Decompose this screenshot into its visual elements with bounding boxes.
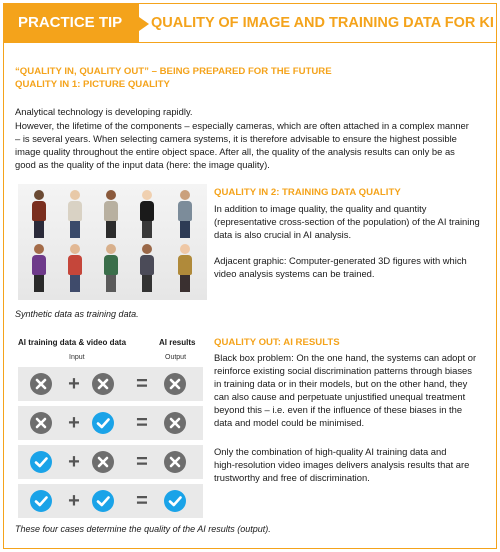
paragraph-line: Only the combination of high-quality AI training data and	[214, 446, 447, 457]
check-circle-icon	[92, 412, 114, 434]
section-heading-picture-quality: QUALITY IN 1: PICTURE QUALITY	[15, 79, 170, 90]
training-data-paragraph	[214, 202, 494, 241]
x-circle-icon	[164, 451, 186, 473]
plus-sign: +	[68, 490, 80, 512]
paragraph-line: video analysis systems can be trained.	[214, 268, 375, 279]
paragraph-line: data and model could be minimised.	[214, 417, 365, 428]
paragraph-line: In addition to image quality, the quality and quantity	[214, 203, 427, 214]
practice-tip-label: PRACTICE TIP	[4, 4, 139, 42]
paragraph-line: high-resolution video images delivers analysis results that are	[214, 459, 470, 470]
intro-paragraph	[15, 119, 490, 171]
practice-tip-card	[3, 3, 497, 549]
paragraph-line: (representative cross-section of the population) of the AI training	[214, 216, 480, 227]
x-circle-icon	[30, 412, 52, 434]
figure-3d	[68, 244, 82, 292]
paragraph-line: in training data or in their models, but on the other hand, they	[214, 378, 468, 389]
x-circle-icon	[164, 412, 186, 434]
check-circle-icon	[92, 490, 114, 512]
diagram-column-ai-results: AI results	[159, 338, 196, 347]
section-heading-training-data: QUALITY IN 2: TRAINING DATA QUALITY	[214, 187, 401, 198]
x-circle-icon	[92, 451, 114, 473]
figure-3d	[68, 190, 82, 238]
check-circle-icon	[30, 451, 52, 473]
figure-3d	[104, 190, 118, 238]
diagram-input-label: Input	[69, 354, 85, 361]
x-circle-icon	[92, 373, 114, 395]
synthetic-figures-image	[18, 184, 207, 300]
paragraph-line: can also cause and perpetuate unjustified unequal treatment	[214, 391, 466, 402]
paragraph-line: beyond this – i.e. even if the influence of these biases in the	[214, 404, 463, 415]
paragraph-line: Adjacent graphic: Computer-generated 3D figures with which	[214, 255, 467, 266]
diagram-column-training-data: AI training data & video data	[18, 338, 127, 347]
figure-3d	[140, 190, 154, 238]
x-circle-icon	[30, 373, 52, 395]
plus-sign: +	[68, 412, 80, 434]
figure-3d	[178, 190, 192, 238]
ai-results-paragraph	[214, 351, 496, 429]
figure-3d	[104, 244, 118, 292]
intro-paragraph-line: However, the lifetime of the components – especially cameras, which are often attached in a complex manner	[15, 120, 469, 131]
adjacent-graphic-paragraph	[214, 254, 494, 280]
section-heading-quality-in-out: “QUALITY IN, QUALITY OUT” – BEING PREPARED FOR THE FUTURE	[15, 66, 332, 77]
figure-3d	[178, 244, 192, 292]
check-circle-icon	[30, 490, 52, 512]
intro-line: Analytical technology is developing rapidly.	[15, 106, 193, 117]
intro-paragraph-line: image quality throughout the entire object space. After all, the quality of the analysis results can only be as	[15, 146, 455, 157]
intro-paragraph-line: – is several years. When selecting camera systems, it is therefore advisable to ensure the highest possible	[15, 133, 457, 144]
paragraph-line: Black box problem: On the one hand, the systems can adopt or	[214, 352, 477, 363]
plus-sign: +	[68, 451, 80, 473]
equals-sign: =	[136, 373, 148, 395]
combination-paragraph	[214, 445, 496, 484]
card-header	[4, 4, 496, 43]
diagram-output-label: Output	[165, 354, 187, 361]
photo-caption: Synthetic data as training data.	[15, 309, 139, 319]
equals-sign: =	[136, 490, 148, 512]
figure-3d	[32, 244, 46, 292]
plus-sign: +	[68, 373, 80, 395]
intro-paragraph-line: good as the quality of the input data (here: the image quality).	[15, 159, 270, 170]
card-title: QUALITY OF IMAGE AND TRAINING DATA FOR KI	[151, 15, 494, 31]
paragraph-line: trustworthy and free of discrimination.	[214, 472, 370, 483]
figure-3d	[32, 190, 46, 238]
diagram-caption: These four cases determine the quality of the AI results (output).	[15, 524, 271, 534]
equals-sign: =	[136, 451, 148, 473]
equals-sign: =	[136, 412, 148, 434]
section-heading-ai-results: QUALITY OUT: AI RESULTS	[214, 337, 340, 348]
figure-3d	[140, 244, 154, 292]
check-circle-icon	[164, 490, 186, 512]
x-circle-icon	[164, 373, 186, 395]
paragraph-line: data is also crucial in AI analysis.	[214, 229, 352, 240]
paragraph-line: reinforce existing social discrimination patterns through biases	[214, 365, 472, 376]
